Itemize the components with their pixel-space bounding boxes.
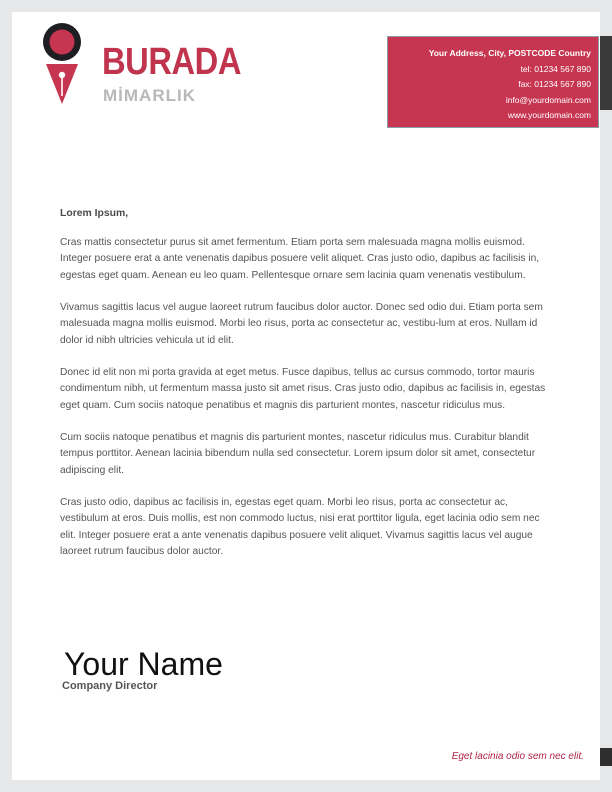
letter-paragraph: Cras justo odio, dapibus ac facilisis in, egestas eget quam. Morbi leo risus, porta ac consectetur ac, vestibulum at eros. Duis mollis, est non commodo luctus, nisi erat porttitor ligula, eget lacinia odio sem nec elit. Integer posuere erat a ante venenatis dapibus posuere velit aliquet. Vivamus sagittis lacus vel augue laoreet rutrum faucibus dolor auctor. (60, 497, 540, 557)
contact-info-box (387, 36, 599, 128)
contact-fax: fax: 01234 567 890 (518, 79, 591, 89)
brand-name: BURADA (102, 41, 242, 83)
edge-tab-bottom (600, 748, 612, 766)
contact-tel: tel: 01234 567 890 (520, 63, 591, 74)
pen-nib-logo-icon (42, 22, 82, 106)
edge-tab-top (600, 36, 612, 110)
letter-paragraph: Vivamus sagittis lacus vel augue laoreet rutrum faucibus dolor auctor. Donec sed odio dui. Etiam porta sem malesuada magna mollis euismod. Morbi leo risus, porta ac consectetur ac, vestibu-lum at eros. Nullam id dolor id nibh ultricies vehicula ut id elit. (60, 302, 543, 346)
letter-paragraph: Donec id elit non mi porta gravida at eget metus. Fusce dapibus, tellus ac cursus commodo, tortor mauris condimentum nibh, ut fermentum massa justo sit amet risus. Cras justo odio, dapibus ac facilisis in, egestas eget quam. Cum sociis natoque penatibus et magnis dis parturient montes, nascetur ridiculus mus. (60, 367, 546, 411)
letter-body (60, 206, 548, 576)
contact-email: info@yourdomain.com (505, 94, 591, 105)
contact-website: www.yourdomain.com (507, 110, 591, 120)
brand-subtitle: MİMARLIK (103, 86, 196, 105)
contact-address: Your Address, City, POSTCODE Country (428, 48, 591, 58)
signature-name: Your Name (64, 646, 223, 682)
letter-salutation: Lorem Ipsum, (60, 208, 129, 219)
letter-paragraph: Cras mattis consectetur purus sit amet fermentum. Etiam porta sem malesuada magna mollis euismod. Integer posuere erat a ante venenatis dapibus posuere velit aliquet. Cras justo odio, dapibus ac facilisis in, egestas eget quam. Aenean eu leo quam. Pellentesque ornare sem lacinia quam venenatis vestibulum. (60, 237, 540, 281)
signature-title: Company Director (62, 680, 158, 692)
footer-tagline: Eget lacinia odio sem nec elit. (451, 751, 584, 762)
letter-paragraph: Cum sociis natoque penatibus et magnis dis parturient montes, nascetur ridiculus mus. Curabitur blandit tempus porttitor. Aenean lacinia bibendum nulla sed consectetur. Lorem ipsum dolor sit amet, consectetur adipiscing elit. (60, 432, 536, 476)
